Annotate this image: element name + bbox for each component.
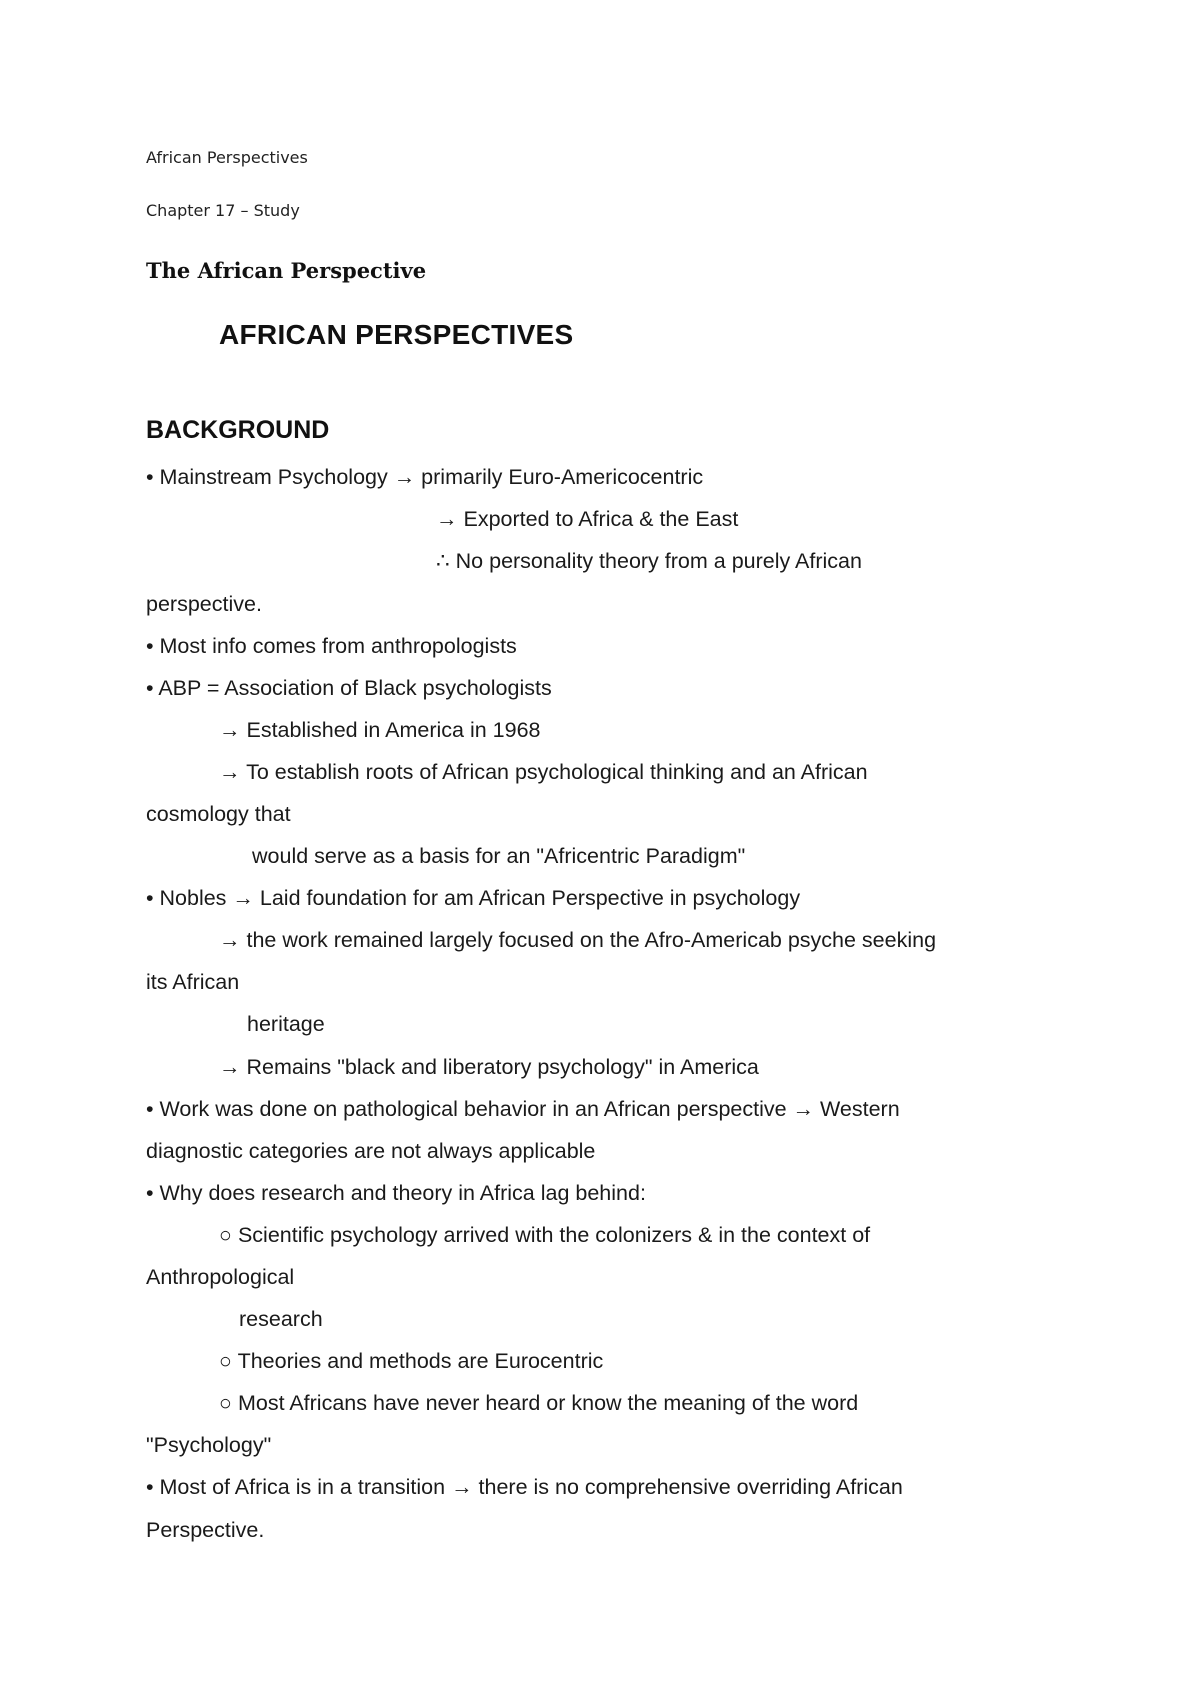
text-line: Perspective. [146, 1518, 265, 1542]
text-line: • Most info comes from anthropologists [146, 634, 517, 658]
text-line: Anthropological [146, 1265, 295, 1289]
text-line: • Why does research and theory in Africa lag behind: [146, 1181, 646, 1205]
text-line: diagnostic categories are not always applicable [146, 1139, 596, 1163]
main-heading: AFRICAN PERSPECTIVES [219, 319, 574, 350]
text-line: would serve as a basis for an "Africentric Paradigm" [252, 844, 746, 868]
text-line: heritage [247, 1012, 325, 1036]
text-line: → Exported to Africa & the East [436, 507, 739, 531]
text-line: • Nobles → Laid foundation for am African Perspective in psychology [146, 886, 801, 910]
chapter-label: Chapter 17 – Study [146, 201, 300, 220]
text-line: • Work was done on pathological behavior in an African perspective → Western [146, 1097, 900, 1121]
text-line: ○ Theories and methods are Eurocentric [219, 1349, 604, 1373]
text-line: → Established in America in 1968 [219, 718, 541, 742]
text-line: ○ Scientific psychology arrived with the colonizers & in the context of [219, 1223, 871, 1247]
text-line: perspective. [146, 592, 262, 616]
section-heading: BACKGROUND [146, 416, 330, 444]
document-title: The African Perspective [146, 258, 427, 283]
text-line: • ABP = Association of Black psychologists [146, 676, 552, 700]
text-line: → the work remained largely focused on the Afro-Americab psyche seeking [219, 928, 937, 952]
text-line: cosmology that [146, 802, 291, 826]
text-line: → Remains "black and liberatory psychology" in America [219, 1055, 759, 1079]
text-line: "Psychology" [146, 1433, 272, 1457]
text-line: ○ Most Africans have never heard or know the meaning of the word [219, 1391, 859, 1415]
course-label: African Perspectives [146, 148, 308, 167]
text-line: → To establish roots of African psychological thinking and an African [219, 760, 868, 784]
text-line: research [239, 1307, 323, 1331]
text-line: its African [146, 970, 240, 994]
text-line: • Most of Africa is in a transition → there is no comprehensive overriding African [146, 1475, 903, 1499]
text-line: • Mainstream Psychology → primarily Euro-Americocentric [146, 465, 704, 489]
text-line: ∴ No personality theory from a purely African [436, 549, 862, 573]
